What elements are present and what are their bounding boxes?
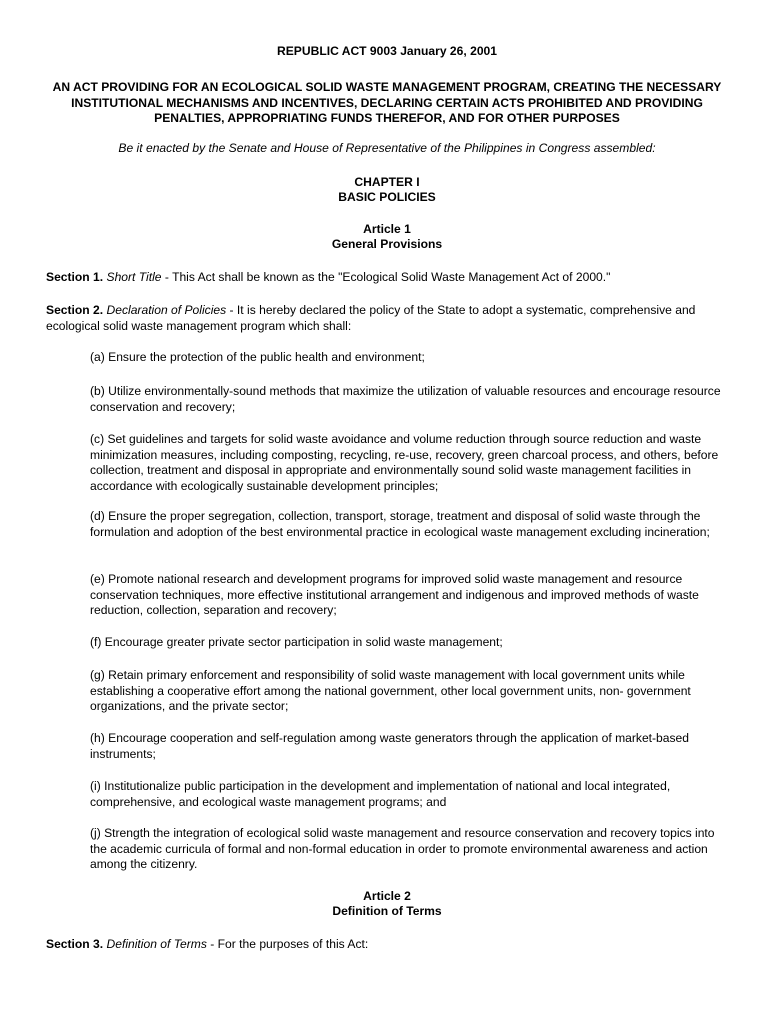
section-2-heading: Declaration of Policies	[106, 303, 227, 317]
section-2-separator: -	[226, 303, 237, 317]
enacting-clause: Be it enacted by the Senate and House of Representative of the Philippines in Congress assembled:	[118, 141, 656, 155]
chapter-title: BASIC POLICIES	[338, 190, 436, 204]
policy-item: (h) Encourage cooperation and self-regulation among waste generators through the application of market-based instruments;	[90, 731, 690, 761]
chapter-label: CHAPTER I	[354, 175, 420, 189]
act-number-line: REPUBLIC ACT 9003 January 26, 2001	[276, 44, 498, 58]
section-3-heading: Definition of Terms	[106, 937, 207, 951]
section-3	[46, 937, 728, 953]
article-2-label: Article 2	[363, 889, 411, 903]
policy-item: (g) Retain primary enforcement and responsibility of solid waste management with local government units while establishing a cooperative effort among the national government, other local government units, non- government organizations, and the private sector;	[90, 668, 691, 713]
section-1-text: This Act shall be known as the "Ecological Solid Waste Management Act of 2000."	[172, 270, 611, 284]
section-1-separator: -	[161, 270, 173, 284]
policy-item: (e) Promote national research and development programs for improved solid waste management and resource conservation techniques, more effective institutional arrangement and indigenous and improved methods of waste reduction, collection, separation and recovery;	[90, 572, 699, 617]
section-3-text: For the purposes of this Act:	[217, 937, 369, 951]
section-1-heading: Short Title	[106, 270, 162, 284]
article-2-title: Definition of Terms	[332, 904, 442, 918]
policy-item: (i) Institutionalize public participation in the development and implementation of national and local integrated, comprehensive, and ecological waste management programs; and	[90, 779, 671, 809]
section-1	[46, 270, 728, 286]
section-2-label: Section 2.	[46, 303, 104, 317]
article-1-title: General Provisions	[331, 237, 443, 251]
section-1-label: Section 1.	[46, 270, 104, 284]
policy-item: (c) Set guidelines and targets for solid waste avoidance and volume reduction through source reduction and waste minimization measures, including composting, recycling, re-use, recovery, green charcoal process, and others, before collection, treatment and disposal in appropriate and environmentally sound solid waste management facilities in accordance with ecologically sustainable development principles;	[90, 432, 719, 493]
section-3-separator: -	[206, 937, 218, 951]
section-2	[46, 303, 728, 334]
article-1-label: Article 1	[363, 222, 411, 236]
policy-item: (a) Ensure the protection of the public health and environment;	[90, 350, 425, 364]
policy-item: (b) Utilize environmentally-sound methods that maximize the utilization of valuable resources and encourage resource conservation and recovery;	[90, 384, 721, 414]
policy-item: (f) Encourage greater private sector participation in solid waste management;	[90, 635, 503, 649]
section-3-label: Section 3.	[46, 937, 104, 951]
policy-item: (j) Strength the integration of ecological solid waste management and resource conservation and recovery topics into the academic curricula of formal and non-formal education in order to promote environmental awareness and action among the citizenry.	[90, 826, 715, 871]
act-title: AN ACT PROVIDING FOR AN ECOLOGICAL SOLID WASTE MANAGEMENT PROGRAM, CREATING THE NECESSARY INSTITUTIONAL MECHANISMS AND INCENTIVES, DECLARING CERTAIN ACTS PROHIBITED AND PROVIDING PENALTIES, APPROPRIATING FUNDS THEREFOR, AND FOR OTHER PURPOSES	[52, 80, 722, 125]
section-2-text: It is hereby declared the policy of the State to adopt a systematic, comprehensive and ecological solid waste management program which shall:	[46, 303, 696, 333]
policy-item: (d) Ensure the proper segregation, collection, transport, storage, treatment and disposal of solid waste through the formulation and adoption of the best environmental practice in ecological waste management excluding incineration;	[90, 509, 710, 539]
